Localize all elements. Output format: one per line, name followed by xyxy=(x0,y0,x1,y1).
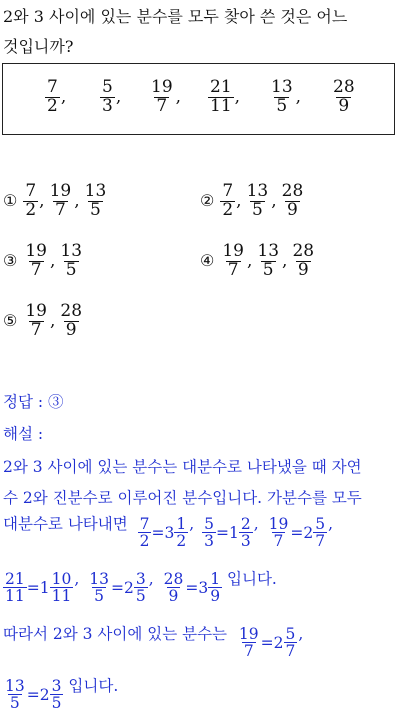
question-line-1: 2와 3 사이에 있는 분수를 모두 찾아 쓴 것은 어느 xyxy=(3,7,348,26)
box-fraction: $\frac{21}{11}$ , xyxy=(210,77,241,116)
conversion: $\frac{13}{5}$ = 2 $\frac{3}{5}$ xyxy=(89,570,146,606)
question-line-2: 것입니까? xyxy=(3,37,74,56)
conversion: $\frac{5}{3}$ = 1 $\frac{2}{3}$ xyxy=(204,515,251,551)
explanation-line-2: 수 2와 진분수로 이루어진 분수입니다. 가분수를 모두 xyxy=(3,489,362,507)
conversion: $\frac{28}{9}$ = 3 $\frac{1}{9}$ xyxy=(163,570,221,606)
option-4[interactable]: ④ $\frac{19}{7}$ , $\frac{13}{5}$ , $\frac{28}{9}$ xyxy=(200,241,315,280)
option-5[interactable]: ⑤ $\frac{19}{7}$ , $\frac{28}{9}$ xyxy=(3,301,83,340)
box-fraction: $\frac{13}{5}$ , xyxy=(271,77,302,116)
conversion: $\frac{13}{5}$ = 2 $\frac{3}{5}$ xyxy=(5,677,62,713)
option-3[interactable]: ③ $\frac{19}{7}$ , $\frac{13}{5}$ xyxy=(3,241,83,280)
explanation-line-6: $\frac{13}{5}$ = 2 $\frac{3}{5}$ 입니다. xyxy=(5,677,119,713)
explanation-line-1: 2와 3 사이에 있는 분수는 대분수로 나타냈을 때 자연 xyxy=(3,458,362,476)
explanation-line-5: 따라서 2와 3 사이에 있는 분수는 $\frac{19}{7}$ = 2 $\frac{5}{7}$ , xyxy=(3,625,304,661)
option-2[interactable]: ② $\frac{7}{2}$ , $\frac{13}{5}$ , $\frac{28}{9}$ xyxy=(200,181,304,220)
box-fraction: $\frac{19}{7}$ , xyxy=(151,77,182,116)
option-marker: ③ xyxy=(3,250,18,270)
option-1[interactable]: ① $\frac{7}{2}$ , $\frac{19}{7}$ , $\frac{13}{5}$ xyxy=(3,181,107,220)
box-fraction: $\frac{28}{9}$ xyxy=(333,77,355,116)
conversion: $\frac{7}{2}$ = 3 $\frac{1}{2}$ xyxy=(139,515,187,551)
box-fraction: $\frac{5}{3}$ , xyxy=(102,77,122,116)
answer-label: 정답 : ③ xyxy=(3,393,64,411)
option-marker: ⑤ xyxy=(3,310,18,330)
fraction-box xyxy=(2,63,395,135)
conversion: $\frac{19}{7}$ = 2 $\frac{5}{7}$ xyxy=(268,515,326,551)
explanation-line-3: 대분수로 나타내면 $\frac{7}{2}$ = 3 $\frac{1}{2}$ , $\frac{5}{3}$ = 1 $\frac{2}{3}$ , $\frac{19}{7}$ = 2 $\frac{5}{7}$ , xyxy=(3,515,333,551)
option-marker: ② xyxy=(200,190,215,210)
explanation-label: 해설 : xyxy=(3,425,44,443)
explanation-line-4: $\frac{21}{11}$ = 1 $\frac{10}{11}$ , $\frac{13}{5}$ = 2 $\frac{3}{5}$ , $\frac{28}{9}$ = 3 $\frac{1}{9}$ 입니다. xyxy=(5,570,277,606)
conversion: $\frac{19}{7}$ = 2 $\frac{5}{7}$ xyxy=(238,625,296,661)
conversion: $\frac{21}{11}$ = 1 $\frac{10}{11}$ xyxy=(5,570,72,606)
option-marker: ④ xyxy=(200,250,215,270)
box-fraction: $\frac{7}{2}$ , xyxy=(47,77,67,116)
option-marker: ① xyxy=(3,190,18,210)
